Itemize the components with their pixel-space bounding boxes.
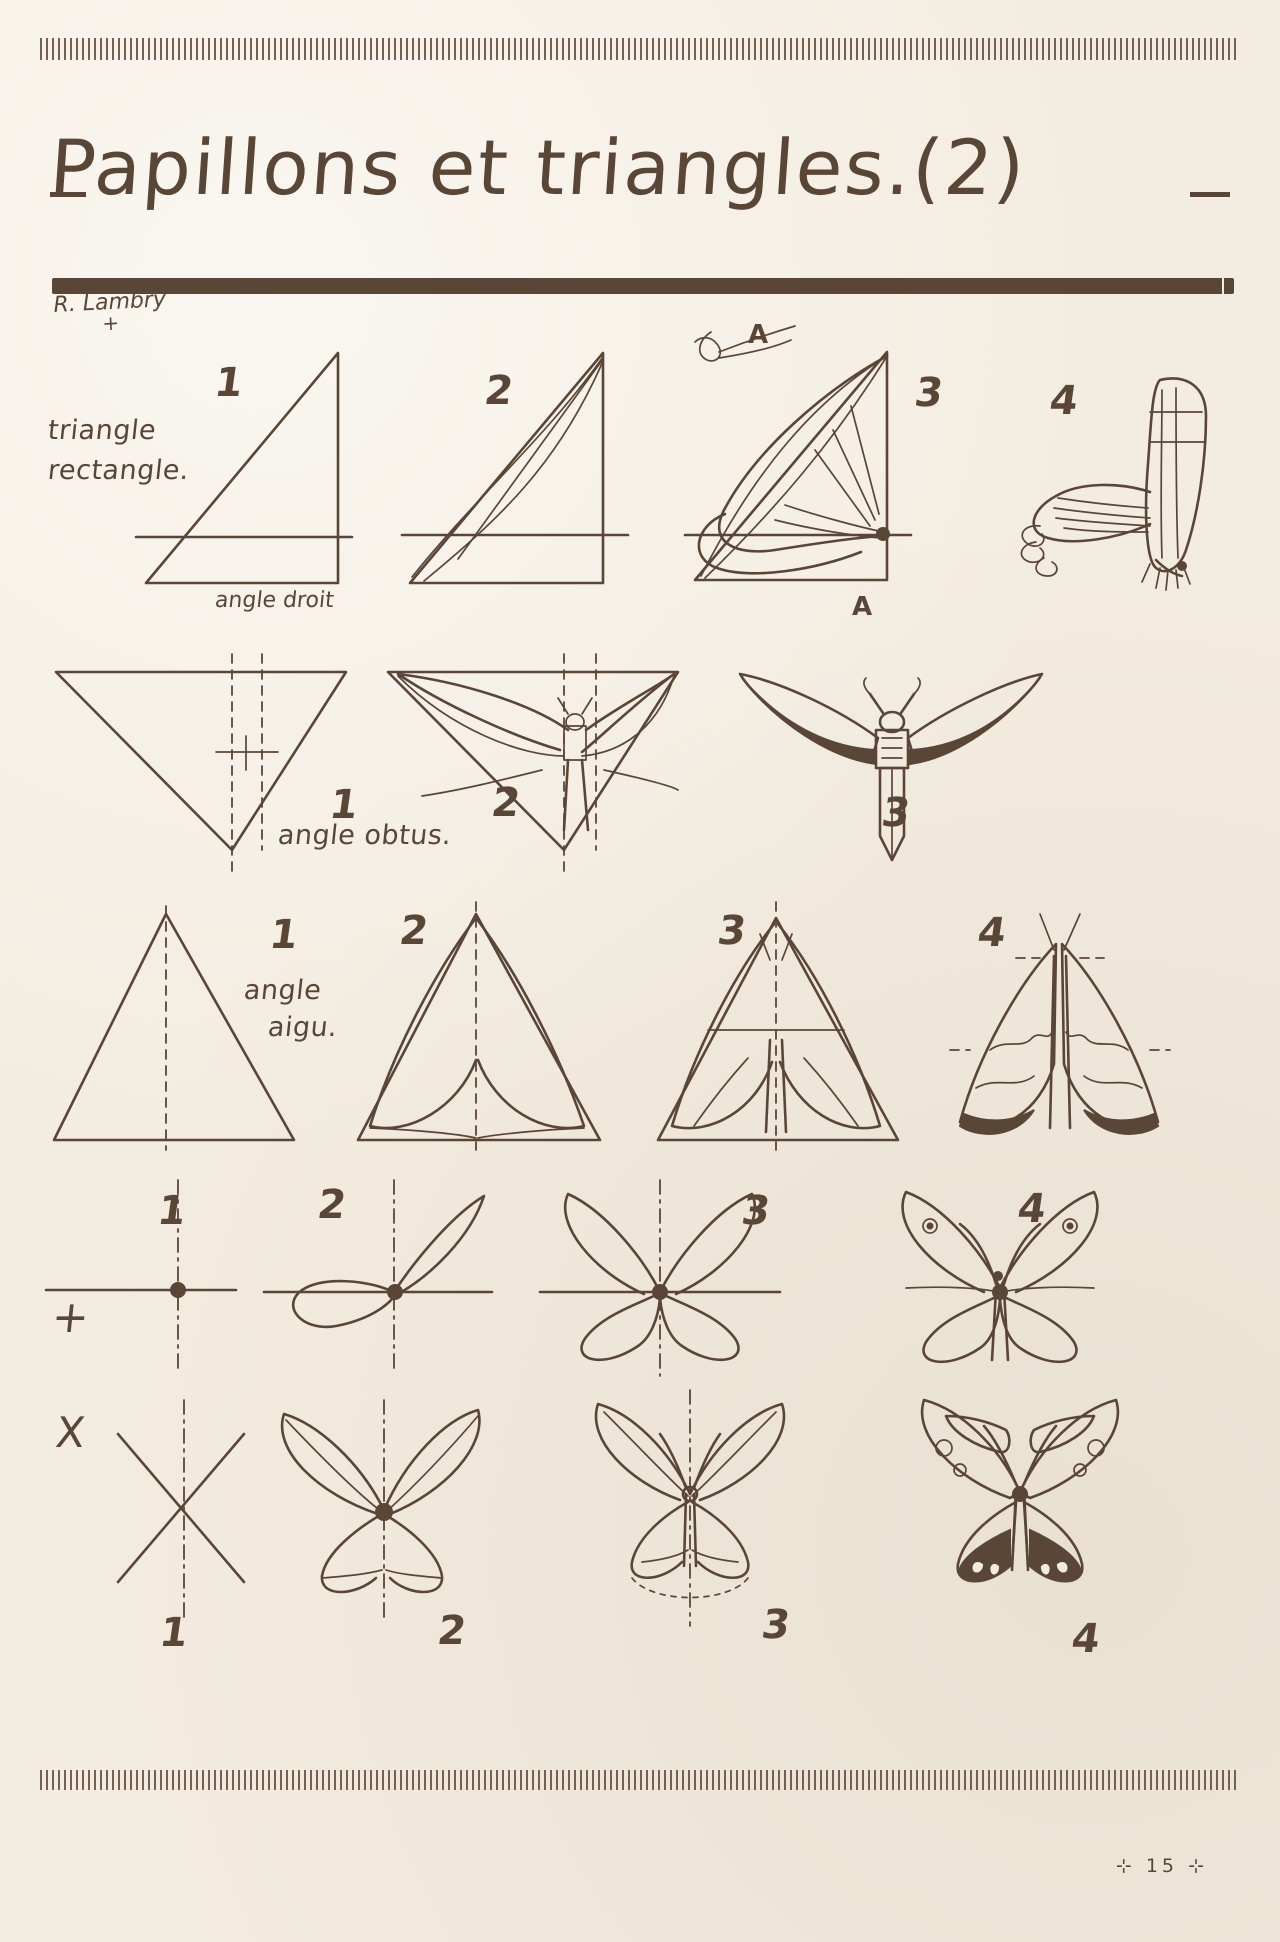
page-number-mark-left: ⊹ [1115,1855,1136,1877]
step-number-2-3: 3 [878,790,914,836]
author-signature [53,287,168,338]
step-number-5-2: 2 [434,1608,470,1654]
point-label-a-top: A [748,320,769,350]
figure-butterfly-profile-step4 [1010,372,1220,602]
step-number-2-2: 2 [488,780,524,826]
figure-obtuse-step2 [382,660,682,880]
row-right-angle-label-line1: triangle [46,415,158,446]
figure-right-triangle-step2 [398,345,638,595]
title-underline-bar [52,278,1234,294]
figure-butterfly-step4 [860,1180,1140,1390]
figure-obtuse-step1 [50,660,350,880]
step-number-4-4: 4 [1014,1186,1050,1232]
step-number-3-1: 1 [266,912,302,958]
step-number-1-1: 1 [211,360,247,406]
row-cross-plus-label: + [49,1292,93,1343]
row-acute-angle-label-line1: angle [242,975,324,1006]
page-number-value: 15 [1145,1855,1179,1877]
figure-x-step1 [48,1400,258,1620]
step-number-5-3: 3 [758,1602,794,1648]
step-number-3-2: 2 [396,908,432,954]
step-number-5-4: 4 [1068,1616,1104,1662]
figure-right-triangle-step3 [665,330,925,600]
step-number-4-2: 2 [314,1182,350,1228]
row-right-angle-sublabel: angle droit [213,588,336,613]
figure-plus-step1 [40,1180,240,1370]
bottom-hatched-rule [40,1770,1240,1790]
row-cross-x-label: X [53,1408,88,1457]
step-number-1-2: 2 [481,368,517,414]
step-number-3-4: 4 [974,910,1010,956]
step-number-3-3: 3 [714,908,750,954]
top-hatched-rule [40,38,1240,60]
row-right-angle-label-line2: rectangle. [46,455,191,486]
point-label-a-bottom: A [852,592,873,622]
figure-right-triangle-step1 [128,345,358,595]
figure-x-step2 [248,1400,498,1620]
row-obtuse-angle-label: angle obtus. [276,820,454,851]
page-title: Papillons et triangles.(2) [46,123,1030,212]
title-block [46,123,1240,270]
step-number-4-3: 3 [738,1188,774,1234]
page-number-mark-right: ⊹ [1188,1855,1208,1877]
step-number-1-3: 3 [911,370,947,416]
figure-plus-step2 [258,1180,498,1370]
step-number-2-1: 1 [326,782,362,828]
page-number [1116,1855,1208,1877]
figure-x-step3 [560,1390,820,1630]
figure-acute-step2 [348,900,608,1150]
figure-acute-step1 [48,900,308,1150]
figure-moth-step3 [730,660,1050,880]
step-number-4-1: 1 [154,1188,190,1234]
step-number-5-1: 1 [156,1610,192,1656]
figure-plus-step3 [530,1180,790,1380]
row-acute-angle-label-line2: aigu. [266,1012,340,1043]
step-number-1-4: 4 [1046,378,1082,424]
figure-moth-step4 [930,900,1190,1150]
figure-acute-step3 [648,900,908,1150]
author-name: R. Lambry [52,287,167,318]
signature-mark: + [101,310,120,336]
figure-butterfly-final-step4 [880,1390,1160,1620]
